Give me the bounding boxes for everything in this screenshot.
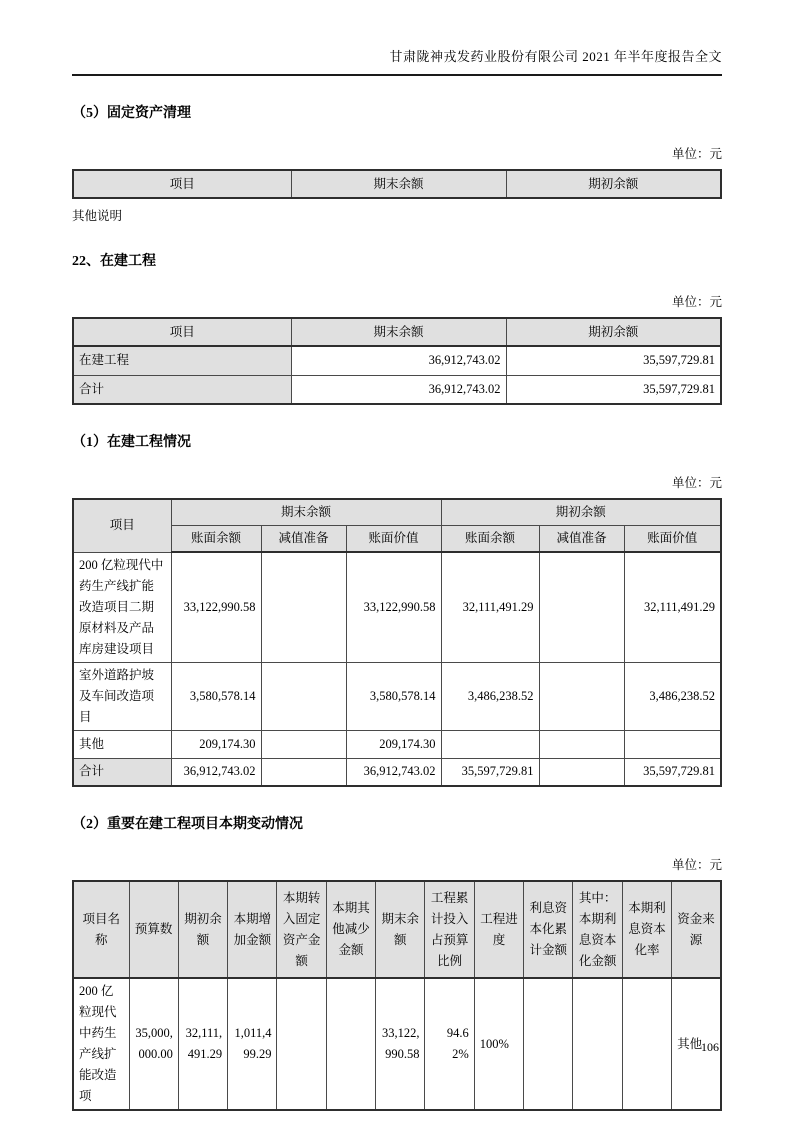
column-header: 利息资本化累计金额	[524, 881, 573, 978]
transfer-to-fixed-assets-value	[277, 978, 326, 1110]
cell-value: 36,912,743.02	[171, 758, 261, 786]
project-name: 其他	[73, 730, 171, 758]
column-header: 预算数	[129, 881, 178, 978]
section-heading-fixed-asset-cleanup: （5）固定资产清理	[72, 106, 191, 121]
table-row	[73, 346, 721, 375]
fixed-asset-cleanup-table	[72, 169, 722, 199]
table-row	[73, 552, 721, 662]
closing-balance-value: 36,912,743.02	[291, 375, 506, 404]
sub-header: 账面价值	[346, 526, 441, 553]
cell-value: 35,597,729.81	[441, 758, 539, 786]
group-header-opening: 期初余额	[441, 499, 721, 526]
cell-value	[539, 662, 624, 730]
project-name: 200 亿粒现代中药生产线扩能改造项	[73, 978, 129, 1110]
cell-value: 3,580,578.14	[171, 662, 261, 730]
sub-header: 账面价值	[624, 526, 721, 553]
closing-balance-value: 33,122,990.58	[376, 978, 425, 1110]
cell-value: 209,174.30	[346, 730, 441, 758]
column-header: 本期增加金额	[228, 881, 277, 978]
opening-balance-value: 35,597,729.81	[506, 375, 721, 404]
capitalized-interest-total	[524, 978, 573, 1110]
cell-value	[441, 730, 539, 758]
capitalization-rate	[622, 978, 671, 1110]
cell-value: 3,486,238.52	[441, 662, 539, 730]
page-number: 106	[701, 1040, 719, 1054]
unit-label: 单位：元	[671, 858, 722, 872]
closing-balance-value: 36,912,743.02	[291, 346, 506, 375]
column-header: 资金来源	[672, 881, 721, 978]
column-header: 工程进度	[474, 881, 523, 978]
cell-value: 209,174.30	[171, 730, 261, 758]
cell-value: 33,122,990.58	[346, 552, 441, 662]
cell-value	[261, 552, 346, 662]
cell-value: 33,122,990.58	[171, 552, 261, 662]
cell-value	[261, 662, 346, 730]
section-heading-construction-in-progress: 22、在建工程	[72, 254, 156, 269]
column-header: 本期其他减少金额	[326, 881, 375, 978]
sub-header: 减值准备	[539, 526, 624, 553]
table-row-total	[73, 375, 721, 404]
table-row	[73, 978, 721, 1110]
cell-value: 3,486,238.52	[624, 662, 721, 730]
column-header: 项目	[73, 170, 291, 198]
cell-value: 3,580,578.14	[346, 662, 441, 730]
budget-value: 35,000,000.00	[129, 978, 178, 1110]
cell-value: 36,912,743.02	[346, 758, 441, 786]
sub-header: 减值准备	[261, 526, 346, 553]
cell-value	[261, 758, 346, 786]
other-decrease-value	[326, 978, 375, 1110]
column-header: 项目	[73, 318, 291, 346]
opening-balance-value: 32,111,491.29	[178, 978, 227, 1110]
increase-value: 1,011,499.29	[228, 978, 277, 1110]
unit-label: 单位：元	[671, 147, 722, 161]
table-row	[73, 662, 721, 730]
other-notes-label: 其他说明	[72, 209, 123, 223]
sub-header: 账面余额	[441, 526, 539, 553]
column-header: 期初余额	[506, 318, 721, 346]
corner-header: 项目	[73, 499, 171, 552]
cell-value	[539, 730, 624, 758]
cell-value: 32,111,491.29	[624, 552, 721, 662]
cip-detail-table	[72, 498, 722, 787]
cell-value	[539, 552, 624, 662]
column-header: 期初余额	[506, 170, 721, 198]
cip-changes-table	[72, 880, 722, 1111]
cip-summary-table	[72, 317, 722, 405]
cell-value: 32,111,491.29	[441, 552, 539, 662]
column-header: 期末余额	[291, 170, 506, 198]
cell-value	[539, 758, 624, 786]
group-header-closing: 期末余额	[171, 499, 441, 526]
capitalized-interest-period	[573, 978, 622, 1110]
cell-value: 35,597,729.81	[624, 758, 721, 786]
column-header: 期末余额	[376, 881, 425, 978]
column-header: 工程累计投入占预算比例	[425, 881, 474, 978]
project-progress: 100%	[474, 978, 523, 1110]
project-name: 室外道路护坡及车间改造项目	[73, 662, 171, 730]
table-row-total	[73, 758, 721, 786]
column-header: 本期转入固定资产金额	[277, 881, 326, 978]
investment-to-budget-ratio: 94.62%	[425, 978, 474, 1110]
column-header: 本期利息资本化率	[622, 881, 671, 978]
unit-label: 单位：元	[671, 295, 722, 309]
section-heading-cip-detail: （1）在建工程情况	[72, 435, 191, 450]
unit-label: 单位：元	[671, 476, 722, 490]
cell-value	[624, 730, 721, 758]
funding-source: 其他	[672, 978, 721, 1110]
section-heading-cip-changes: （2）重要在建工程项目本期变动情况	[72, 817, 303, 832]
sub-header: 账面余额	[171, 526, 261, 553]
opening-balance-value: 35,597,729.81	[506, 346, 721, 375]
total-label: 合计	[73, 758, 171, 786]
column-header: 其中：本期利息资本化金额	[573, 881, 622, 978]
document-header-title: 甘肃陇神戎发药业股份有限公司 2021 年半年度报告全文	[72, 46, 722, 76]
row-label: 在建工程	[73, 346, 291, 375]
column-header: 项目名称	[73, 881, 129, 978]
row-label: 合计	[73, 375, 291, 404]
column-header: 期末余额	[291, 318, 506, 346]
project-name: 200 亿粒现代中药生产线扩能改造项目二期原材料及产品库房建设项目	[73, 552, 171, 662]
cell-value	[261, 730, 346, 758]
column-header: 期初余额	[178, 881, 227, 978]
table-row	[73, 730, 721, 758]
